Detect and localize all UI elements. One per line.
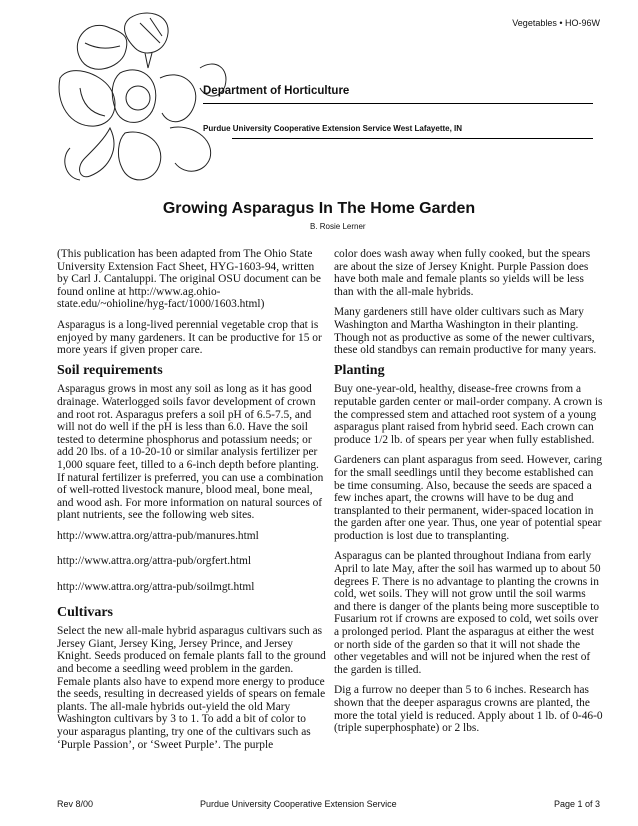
intro-note: (This publication has been adapted from The Ohio State University Extension Fact Sheet, HYG-1603-94, written by Carl J. Cantaluppi. The original OSU document can be found online at http://www.ag.ohio-state.edu/~ohioline/hyg-fact/1000/1603.html) bbox=[57, 248, 321, 311]
furrow-paragraph: Dig a furrow no deeper than 5 to 6 inches. Research has shown that the deeper asparagus crowns are planted, the more the total yield is reduced. Apply about 1 lb. of 0-46-0 (triple superphosphate) or 2 lbs. bbox=[334, 684, 603, 735]
left-column bbox=[57, 248, 327, 759]
department-name: Department of Horticulture bbox=[203, 85, 350, 97]
intro-paragraph: Asparagus is a long-lived perennial vegetable crop that is enjoyed by many gardeners. It can be productive for 15 or more years if given proper care. bbox=[57, 318, 322, 357]
cultivars-heading: Cultivars bbox=[57, 604, 113, 620]
url-soilmgt[interactable]: http://www.attra.org/attra-pub/soilmgt.html bbox=[57, 581, 255, 594]
footer-revision: Rev 8/00 bbox=[57, 799, 94, 809]
url-orgfert[interactable]: http://www.attra.org/attra-pub/orgfert.html bbox=[57, 555, 252, 568]
seed-paragraph: Gardeners can plant asparagus from seed. However, caring for the small seedlings until they become established can be time consuming. Also, because the seeds are spaced a few inches apart, the crowns will have to be dug and transplanted to their permanent, wider-spaced location in the garden after one year. Thus, one year of potential spear production is lost due to transplanting. bbox=[334, 454, 603, 542]
header-rule-2 bbox=[232, 138, 593, 139]
footer-page-number: Page 1 of 3 bbox=[553, 799, 600, 809]
right-column bbox=[334, 248, 604, 743]
timing-paragraph: Asparagus can be planted throughout Indiana from early April to late May, after the soil has warmed up to about 50 degrees F. There is no advantage to planting the crowns in cold, wet soils. They will not grow until the soil warms and there is danger of the plants being more susceptible to Fusarium rot if crowns are exposed to cold, wet soils over a prolonged period. Plant the asparagus at either the west or north side of the garden so that it will not shade the other vegetables and will not be injured when the rest of the garden is tilled. bbox=[334, 550, 601, 676]
planting-heading: Planting bbox=[334, 362, 385, 378]
article-author: B. Rosie Lerner bbox=[310, 222, 366, 231]
extension-service: Purdue University Cooperative Extension Service West Lafayette, IN bbox=[203, 124, 463, 133]
cultivars-continued: color does wash away when fully cooked, but the spears are about the size of Jersey Knight. Purple Passion does have both male and female plants so yields will be less than with the all-male hybrids. bbox=[334, 248, 591, 298]
crowns-paragraph: Buy one-year-old, healthy, disease-free crowns from a reputable garden center or mail-order company. A crown is the compressed stem and attached root system of a young asparagus plant raised from hybrid seed. Each crown can produce 1/2 lb. of spears per year when fully established. bbox=[334, 383, 603, 446]
soil-paragraph: Asparagus grows in most any soil as long as it has good drainage. Waterlogged soils favor development of crown and root rot. Asparagus prefers a soil pH of 6.5-7.5, and will not do well if the pH is less than 6.0. Have the soil tested to determine phosphorus and potassium needs; or add 20 lbs. of a 10-20-10 or similar analysis fertilizer per 1,000 square feet, tilled to a 6-inch depth before planting. If natural fertilizer is preferred, you can use a combination of well-rotted livestock manure, blood meal, bone meal, and wood ash. For more information on natural sources of plant nutrients, see the following web sites. bbox=[57, 383, 324, 522]
footer-organization: Purdue University Cooperative Extension Service bbox=[200, 799, 397, 809]
soil-heading: Soil requirements bbox=[57, 362, 163, 378]
vegetable-illustration bbox=[50, 8, 240, 190]
url-manures[interactable]: http://www.attra.org/attra-pub/manures.html bbox=[57, 529, 259, 542]
older-cultivars-paragraph: Many gardeners still have older cultivars such as Mary Washington and Martha Washington in their planting. Though not as productive as some of the newer cultivars, these old standbys can remain productive for many years. bbox=[334, 306, 597, 357]
cultivars-paragraph: Select the new all-male hybrid asparagus cultivars such as Jersey Giant, Jersey King, Jersey Prince, and Jersey Knight. Seeds produced on female plants fall to the ground and become a seedling weed problem in the garden. Female plants also have to expend more energy to produce the seeds, resulting in decreased yields of spears on female plants. The all-male hybrids out-yield the old Mary Washington cultivars by 3 to 1. To add a bit of color to your asparagus planting, try one of the cultivars such as ‘Purple Passion’, or ‘Sweet Purple’. The purple bbox=[57, 625, 326, 751]
article-title: Growing Asparagus In The Home Garden bbox=[162, 200, 476, 217]
header-rule bbox=[203, 103, 593, 104]
series-code: Vegetables • HO-96W bbox=[512, 18, 600, 28]
